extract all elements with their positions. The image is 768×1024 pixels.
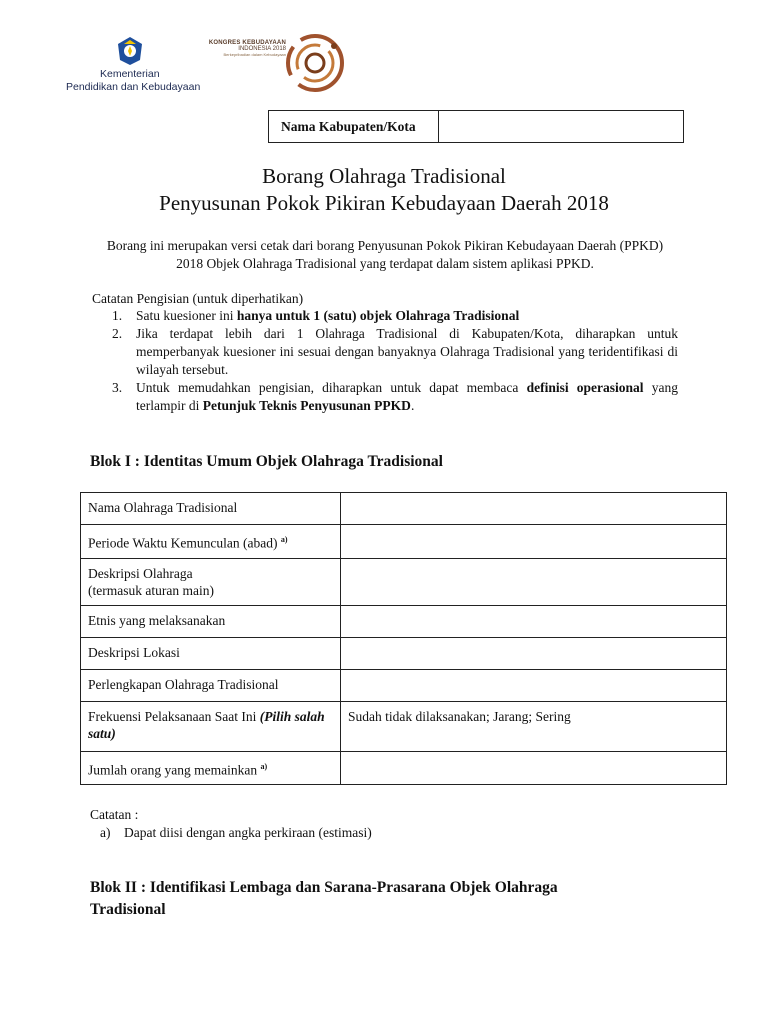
kabupaten-kota-label: Nama Kabupaten/Kota <box>269 111 439 142</box>
catatan-item <box>100 825 372 841</box>
kongres-swirl-icon <box>284 32 346 94</box>
catatan-heading: Catatan : <box>90 807 139 822</box>
notes-item-text: Untuk memudahkan pengisian, diharapkan untuk dapat membaca <box>136 380 527 395</box>
table-row <box>81 751 727 785</box>
notes-item-number: 2. <box>112 326 123 341</box>
notes-item-2 <box>112 325 678 379</box>
notes-item-text: Satu kuesioner ini <box>136 308 237 323</box>
row-label: Deskripsi Lokasi <box>81 637 341 669</box>
kemdikbud-label-line1: Kementerian <box>100 68 160 80</box>
notes-item-text: Jika terdapat lebih dari 1 Olahraga Tradisional di Kabupaten/Kota, diharapkan untuk memperbanyak kuesioner ini sesuai dengan banyaknya Olahraga Tradisional yang teridentifikasi di wilayah tersebut. <box>136 326 678 377</box>
kongres-label-line1: KONGRES KEBUDAYAAN <box>208 40 286 46</box>
table-row <box>81 669 727 701</box>
blok2-title-line2: Tradisional <box>90 901 166 918</box>
notes-item-emphasis: definisi operasional <box>526 380 644 395</box>
blok2-title-line1: Blok II : Identifikasi Lembaga dan Sarana-Prasarana Objek Olahraga <box>90 879 558 896</box>
notes-heading: Catatan Pengisian (untuk diperhatikan) <box>92 291 304 306</box>
notes-item-emphasis: Petunjuk Teknis Penyusunan PPKD <box>202 398 411 413</box>
row-input[interactable] <box>341 637 727 669</box>
table-row <box>81 605 727 637</box>
notes-item-1 <box>112 307 678 325</box>
row-label: Deskripsi Olahraga (termasuk aturan main) <box>81 558 341 605</box>
notes-item-text: yang terlampir di <box>136 380 678 413</box>
row-input[interactable] <box>341 669 727 701</box>
table-row <box>81 525 727 559</box>
kongres-kebudayaan-logo <box>206 32 346 94</box>
row-input[interactable] <box>341 525 727 559</box>
kabupaten-kota-input[interactable] <box>439 111 683 142</box>
row-input[interactable] <box>341 751 727 785</box>
frequency-options[interactable]: Sudah tidak dilaksanakan; Jarang; Sering <box>341 701 727 751</box>
footnote-marker: a) <box>280 535 288 544</box>
kabupaten-kota-field <box>268 110 684 143</box>
table-row <box>81 558 727 605</box>
catatan-text: Dapat diisi dengan angka perkiraan (estimasi) <box>124 825 372 840</box>
kongres-label-line2: INDONESIA 2018 <box>238 46 286 52</box>
row-label: Nama Olahraga Tradisional <box>81 493 341 525</box>
blok1-title: Blok I : Identitas Umum Objek Olahraga Tradisional <box>90 453 443 470</box>
table-row <box>81 701 727 751</box>
catatan-marker: a) <box>100 825 111 840</box>
notes-item-emphasis: hanya untuk 1 (satu) objek Olahraga Tradisional <box>236 308 520 323</box>
kemdikbud-label-line2: Pendidikan dan Kebudayaan <box>66 81 201 93</box>
row-label: Perlengkapan Olahraga Tradisional <box>81 669 341 701</box>
kemdikbud-logo <box>66 34 216 98</box>
notes-item-3 <box>112 379 678 415</box>
table-row <box>81 637 727 669</box>
notes-item-text: . <box>410 398 415 413</box>
row-label: Frekuensi Pelaksanaan Saat Ini (Pilih salah satu) <box>81 701 341 751</box>
table-row <box>81 493 727 525</box>
row-input[interactable] <box>341 558 727 605</box>
row-label: Periode Waktu Kemunculan (abad) $^{a)}$ <box>81 525 341 559</box>
row-input[interactable] <box>341 605 727 637</box>
row-label: Jumlah orang yang memainkan $^{a)}$ <box>81 751 341 785</box>
row-label: Etnis yang melaksanakan <box>81 605 341 637</box>
intro-paragraph: Borang ini merupakan versi cetak dari borang Penyusunan Pokok Pikiran Kebudayaan Daerah (PPKD) 2018 Objek Olahraga Tradisional yang terdapat dalam sistem aplikasi PPKD. <box>106 238 664 271</box>
notes-item-number: 1. <box>112 308 123 323</box>
document-title: Borang Olahraga Tradisional <box>262 164 506 188</box>
row-label-emphasis: (Pilih salah satu) <box>88 708 325 741</box>
document-subtitle: Penyusunan Pokok Pikiran Kebudayaan Daerah 2018 <box>159 191 609 215</box>
tut-wuri-handayani-emblem-icon <box>116 36 144 66</box>
notes-list <box>112 307 678 415</box>
blok1-table <box>80 492 727 785</box>
kongres-tagline: Berkepribadian dalam Kebudayaan <box>223 52 286 57</box>
row-input[interactable] <box>341 493 727 525</box>
notes-item-number: 3. <box>112 380 123 395</box>
footnote-marker: a) <box>260 761 268 771</box>
